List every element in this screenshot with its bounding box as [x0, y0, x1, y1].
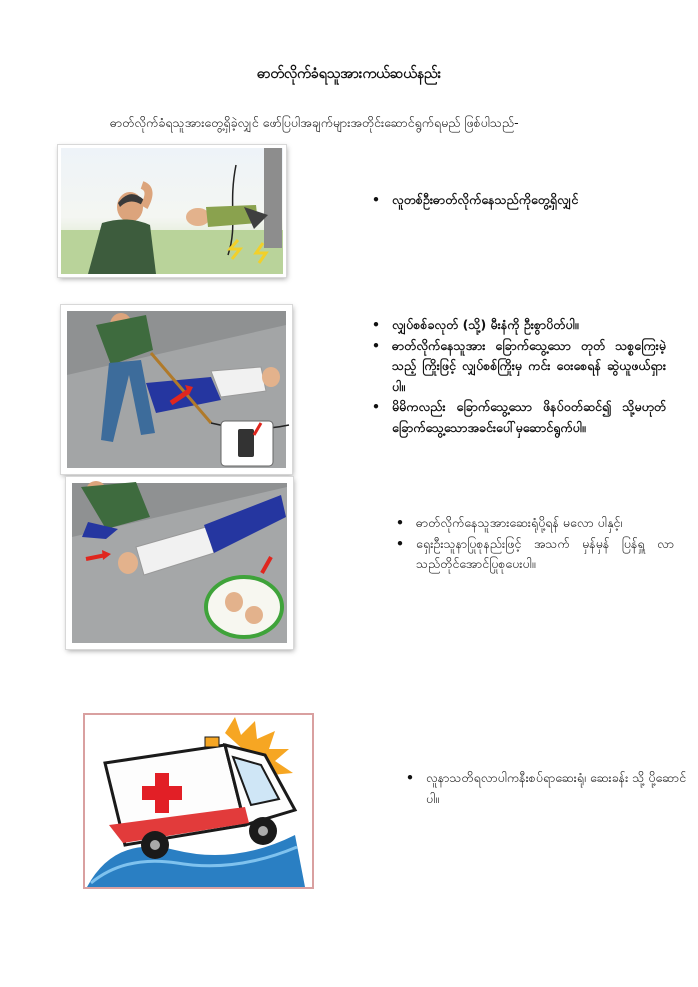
- section-3-bullets: [390, 513, 674, 575]
- bullet-item: • လူနာသတိရလာပါကနီးစပ်ရာဆေးရုံ၊ ဆေးခန်း သို့ ပို့ဆောင်ပါ။: [400, 768, 686, 809]
- bullet-item: • မိမိကလည်း ခြောက်သွေ့သော ဖိနပ်ဝတ်ဆင်၍ သို့မဟုတ် ခြောက်သွေ့သောအခင်းပေါ်မှဆောင်ရွက်ပါ။: [366, 397, 666, 438]
- bullet-item: • ဓာတ်လိုက်နေသူအားဆေးရုံပို့ရန် မလော ပါနှင့်၊: [390, 513, 674, 534]
- illustration-cpr: [66, 477, 293, 649]
- bullet-item: • လျှပ်စစ်ခလုတ် (သို့) မီးနံကို ဦးစွာပိတ်ပါ။: [366, 315, 666, 336]
- intro-text: ဓာတ်လိုက်ခံရသူအားတွေ့ရှိခဲ့လျှင် ဖော်ပြပါအချက်များအတိုင်းဆောင်ရွက်ရမည် ဖြစ်ပါသည်-: [110, 115, 519, 130]
- illustration-pull-victim: [61, 305, 292, 474]
- section-4-bullets: [400, 768, 686, 809]
- illustration-electrocuted: [58, 145, 286, 277]
- ambulance-illustration: [85, 715, 312, 887]
- pull-victim-with-stick-illustration: [61, 305, 292, 474]
- section-2-bullets: [366, 315, 666, 438]
- cpr-illustration: [66, 477, 293, 649]
- illustration-ambulance: [85, 715, 312, 887]
- page-title: ဓာတ်လိုက်ခံရသူအားကယ်ဆယ်နည်း: [256, 66, 442, 82]
- person-electrocuted-illustration: [58, 145, 286, 277]
- bullet-item: • ဓာတ်လိုက်နေသူအား ခြောက်သွေ့သော တုတ် သစ္စကြေးမဲ့သည့် ကြိုးဖြင့် လျှပ်စစ်ကြိုးမှ ကင်း ဝေးစေရန် ဆွဲယူဖယ်ရှားပါ။: [366, 336, 666, 398]
- bullet-item: • လူတစ်ဦးဓာတ်လိုက်နေသည်ကိုတွေ့ရှိလျှင်: [366, 190, 666, 211]
- section-1-bullets: [366, 190, 666, 211]
- bullet-item: • ရှေးဦးသူနာပြုစုနည်းဖြင့် အသက် မှန်မှန် ပြန်ရှူ လာသည်တိုင်အောင်ပြုစုပေးပါ။: [390, 534, 674, 575]
